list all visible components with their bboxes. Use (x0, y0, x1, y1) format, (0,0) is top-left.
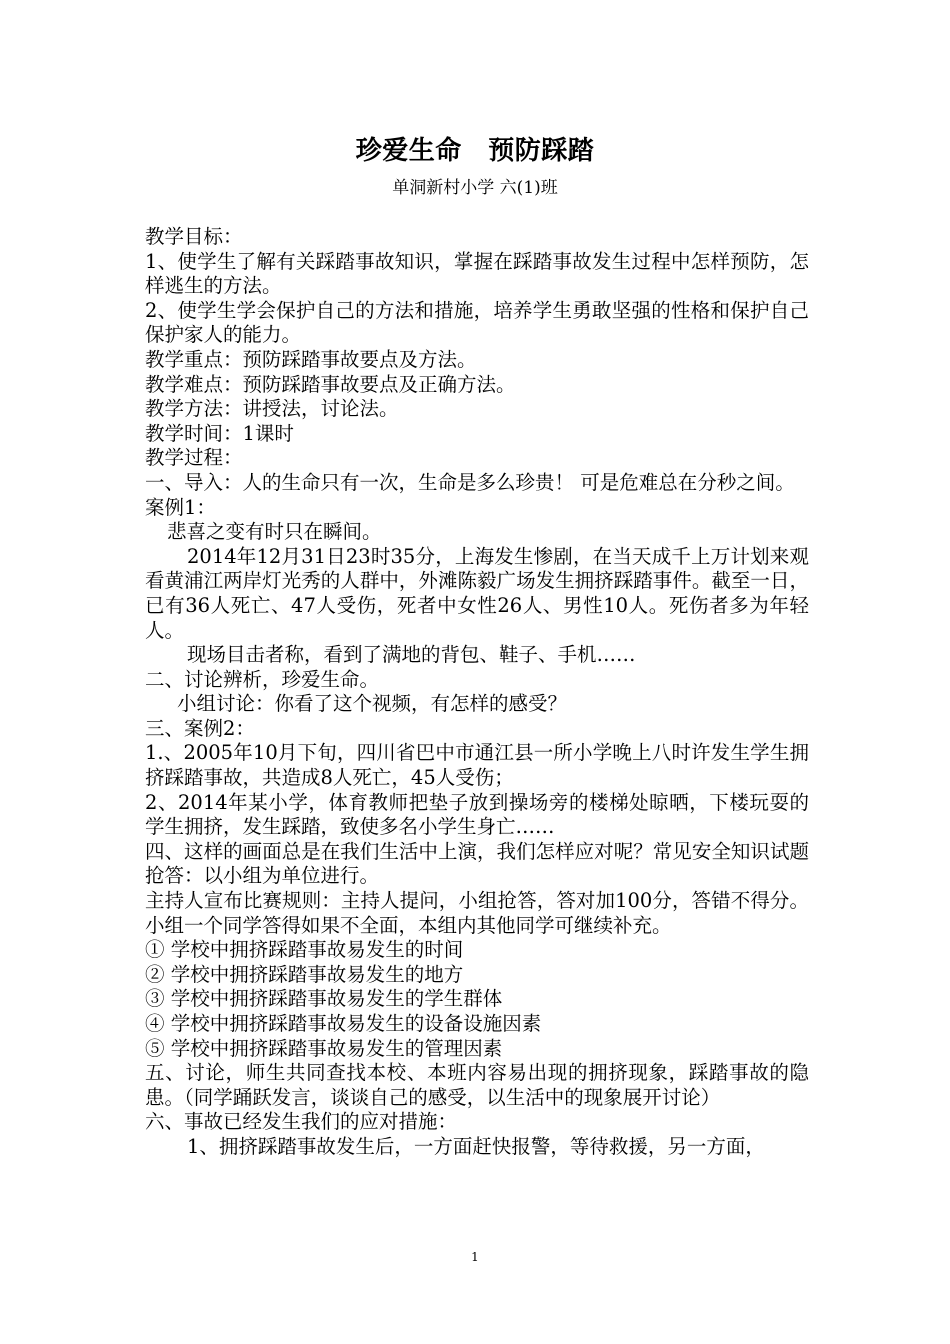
paragraph-goal-2: 2、使学生学会保护自己的方法和措施，培养学生勇敢坚强的性格和保护自己保护家人的能力。 (145, 298, 809, 347)
paragraph-response-1: 1、拥挤踩踏事故发生后，一方面赶快报警，等待救援，另一方面， (187, 1134, 765, 1158)
document-body (145, 225, 809, 1160)
paragraph-response-heading: 六、事故已经发生我们的应对措施： (145, 1110, 458, 1134)
paragraph-case-2-item-1: 1.、2005年10月下旬，四川省巴中市通江县一所小学晚上八时许发生学生拥挤踩踏事故，共造成8人死亡，45人受伤； (145, 741, 809, 790)
paragraph-discussion-heading: 二、讨论辨析，珍爱生命。 (145, 667, 380, 691)
paragraph-difficulties: 教学难点：预防踩踏事故要点及正确方法。 (145, 372, 516, 396)
paragraph-group-discussion: 小组讨论：你看了这个视频，有怎样的感受？ (177, 692, 568, 716)
paragraph-case-1-body: 2014年12月31日23时35分，上海发生惨剧，在当天成千上万计划来观看黄浦江两岸灯光秀的人群中，外滩陈毅广场发生拥挤踩踏事件。截至一日，已有36人死亡、47人受伤，死者中女性26人、男性10人。死伤者多为年轻人。 (145, 544, 809, 642)
paragraph-quiz-intro: 四、这样的画面总是在我们生活中上演，我们怎样应对呢？常见安全知识试题抢答：以小组为单位进行。 (145, 839, 809, 888)
paragraph-goal-1: 1、使学生了解有关踩踏事故知识，掌握在踩踏事故发生过程中怎样预防，怎样逃生的方法。 (145, 249, 809, 298)
paragraph-methods: 教学方法：讲授法，讨论法。 (145, 397, 399, 421)
paragraph-case-1-witness: 现场目击者称，看到了满地的背包、鞋子、手机…… (187, 643, 636, 667)
paragraph-case-1-heading: 案例1： (145, 495, 216, 519)
paragraph-process-heading: 教学过程： (145, 446, 243, 470)
list-item-quiz-4: ④ 学校中拥挤踩踏事故易发生的设备设施因素 (145, 1012, 542, 1035)
paragraph-key-points: 教学重点：预防踩踏事故要点及方法。 (145, 347, 477, 371)
paragraph-school-hazards: 五、讨论，师生共同查找本校、本班内容易出现的拥挤现象，踩踏事故的隐患。（同学踊跃发言，谈谈自己的感受，以生活中的现象展开讨论） (145, 1061, 809, 1109)
document-title: 珍爱生命 预防踩踏 (355, 136, 595, 166)
paragraph-teaching-goals-heading: 教学目标： (145, 225, 243, 248)
paragraph-case-2-heading: 三、案例2： (145, 716, 255, 740)
paragraph-quiz-rules: 主持人宣布比赛规则：主持人提问，小组抢答，答对加100分，答错不得分。小组一个同学答得如果不全面，本组内其他同学可继续补充。 (145, 889, 809, 937)
document-subtitle: 单洞新村小学 六(1)班 (392, 178, 558, 198)
list-item-quiz-3: ③ 学校中拥挤踩踏事故易发生的学生群体 (145, 987, 503, 1011)
list-item-quiz-5: ⑤ 学校中拥挤踩踏事故易发生的管理因素 (145, 1036, 503, 1060)
page-number: 1 (471, 1250, 479, 1264)
paragraph-intro: 一、导入：人的生命只有一次，生命是多么珍贵！ 可是危难总在分秒之间。 (145, 470, 795, 494)
paragraph-case-2-item-2: 2、2014年某小学，体育教师把垫子放到操场旁的楼梯处晾晒，下楼玩耍的学生拥挤，发生踩踏，致使多名小学生身亡…… (145, 790, 809, 839)
list-item-quiz-1: ① 学校中拥挤踩踏事故易发生的时间 (145, 938, 464, 962)
paragraph-case-1-lead: 悲喜之变有时只在瞬间。 (167, 520, 382, 544)
paragraph-duration: 教学时间：1课时 (145, 421, 294, 445)
list-item-quiz-2: ② 学校中拥挤踩踏事故易发生的地方 (145, 962, 464, 986)
